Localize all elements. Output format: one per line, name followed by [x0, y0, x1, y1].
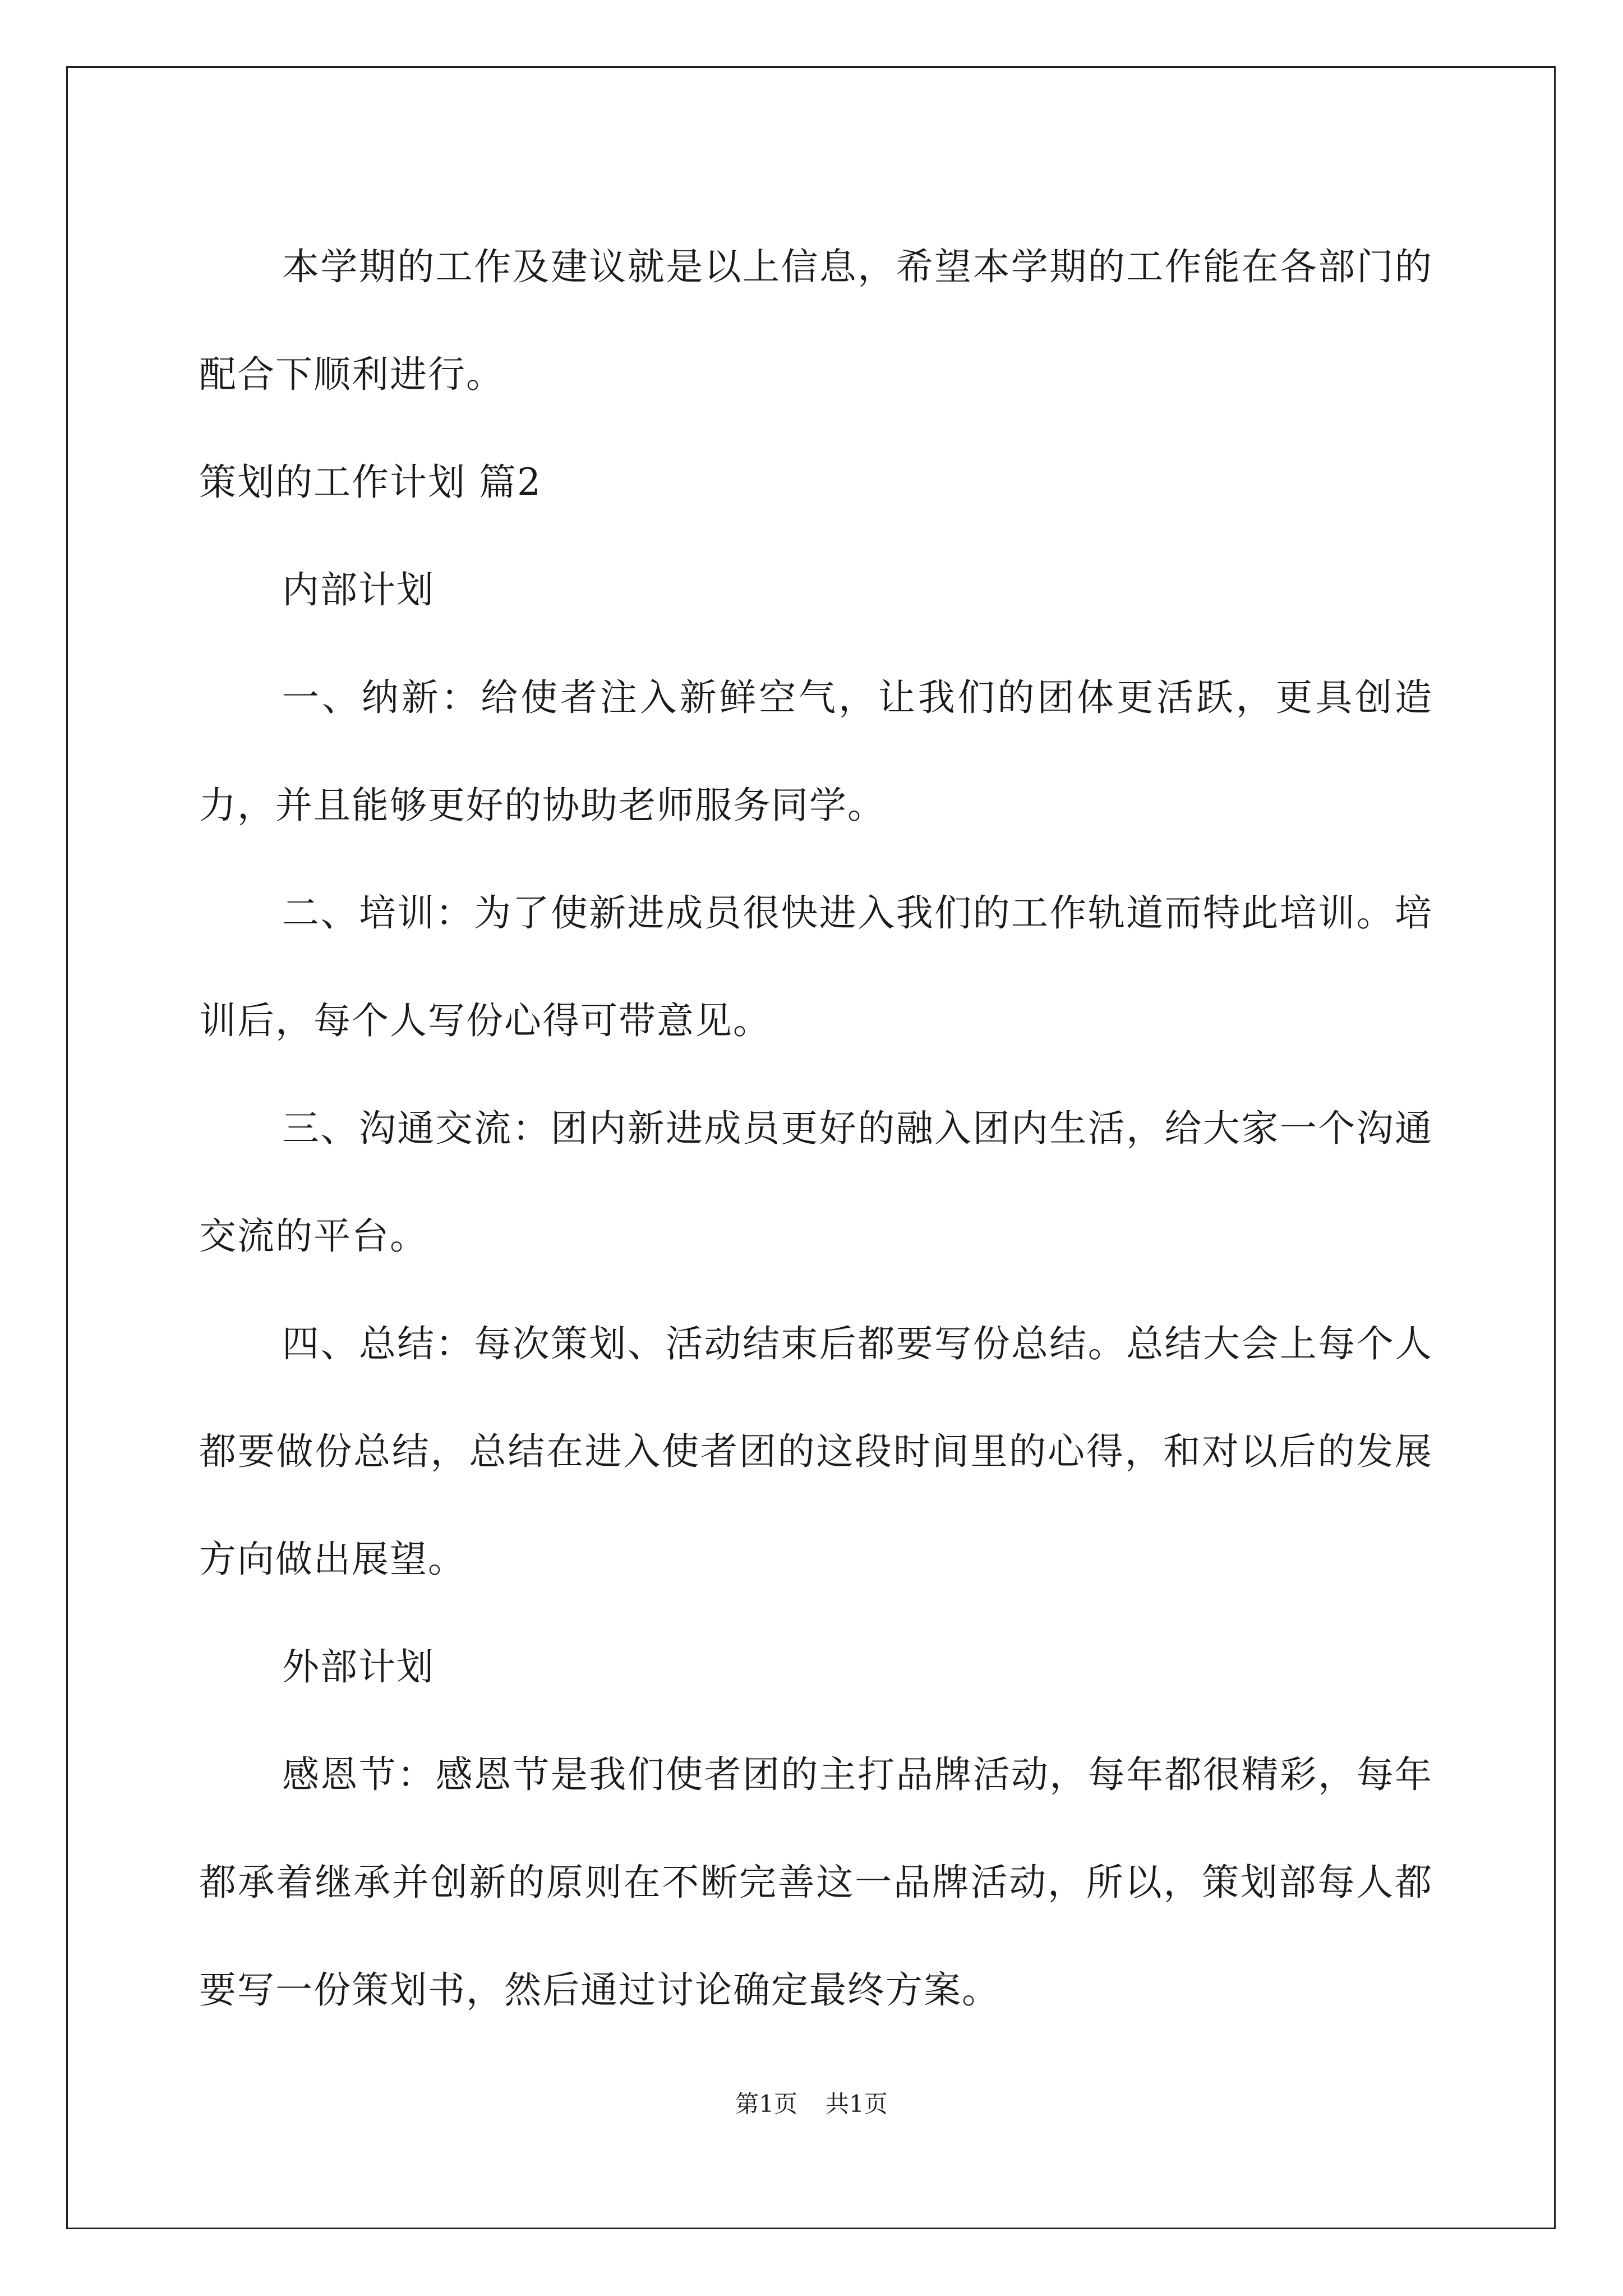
- section-heading: 策划的工作计划 篇2: [199, 461, 542, 504]
- page-number-current: 第1页: [735, 2090, 797, 2118]
- paragraph-closing: 本学期的工作及建议就是以上信息，希望本学期的工作能在各部门的配合下顺利进行。: [199, 245, 1433, 396]
- paragraph-communication: 三、沟通交流：团内新进成员更好的融入团内生活，给大家一个沟通交流的平台。: [199, 1107, 1433, 1258]
- paragraph-summary: 四、总结：每次策划、活动结束后都要写份总结。总结大会上每个人都要做份总结，总结在进入使者团的这段时间里的心得，和对以后的发展方向做出展望。: [199, 1322, 1433, 1581]
- paragraph-recruitment: 一、纳新：给使者注入新鲜空气，让我们的团体更活跃，更具创造力，并且能够更好的协助老师服务同学。: [199, 676, 1433, 827]
- subheading-external-plan: 外部计划: [282, 1645, 435, 1688]
- paragraph-thanksgiving: 感恩节：感恩节是我们使者团的主打品牌活动，每年都很精彩，每年都承着继承并创新的原则在不断完善这一品牌活动，所以，策划部每人都要写一份策划书，然后通过讨论确定最终方案。: [199, 1753, 1433, 2012]
- paragraph-training: 二、培训：为了使新进成员很快进入我们的工作轨道而特此培训。培训后，每个人写份心得可带意见。: [199, 891, 1433, 1042]
- page-number-total: 共1页: [826, 2090, 888, 2118]
- subheading-internal-plan: 内部计划: [282, 568, 435, 611]
- document-body: [199, 213, 1433, 2044]
- page-footer: [0, 2086, 1623, 2119]
